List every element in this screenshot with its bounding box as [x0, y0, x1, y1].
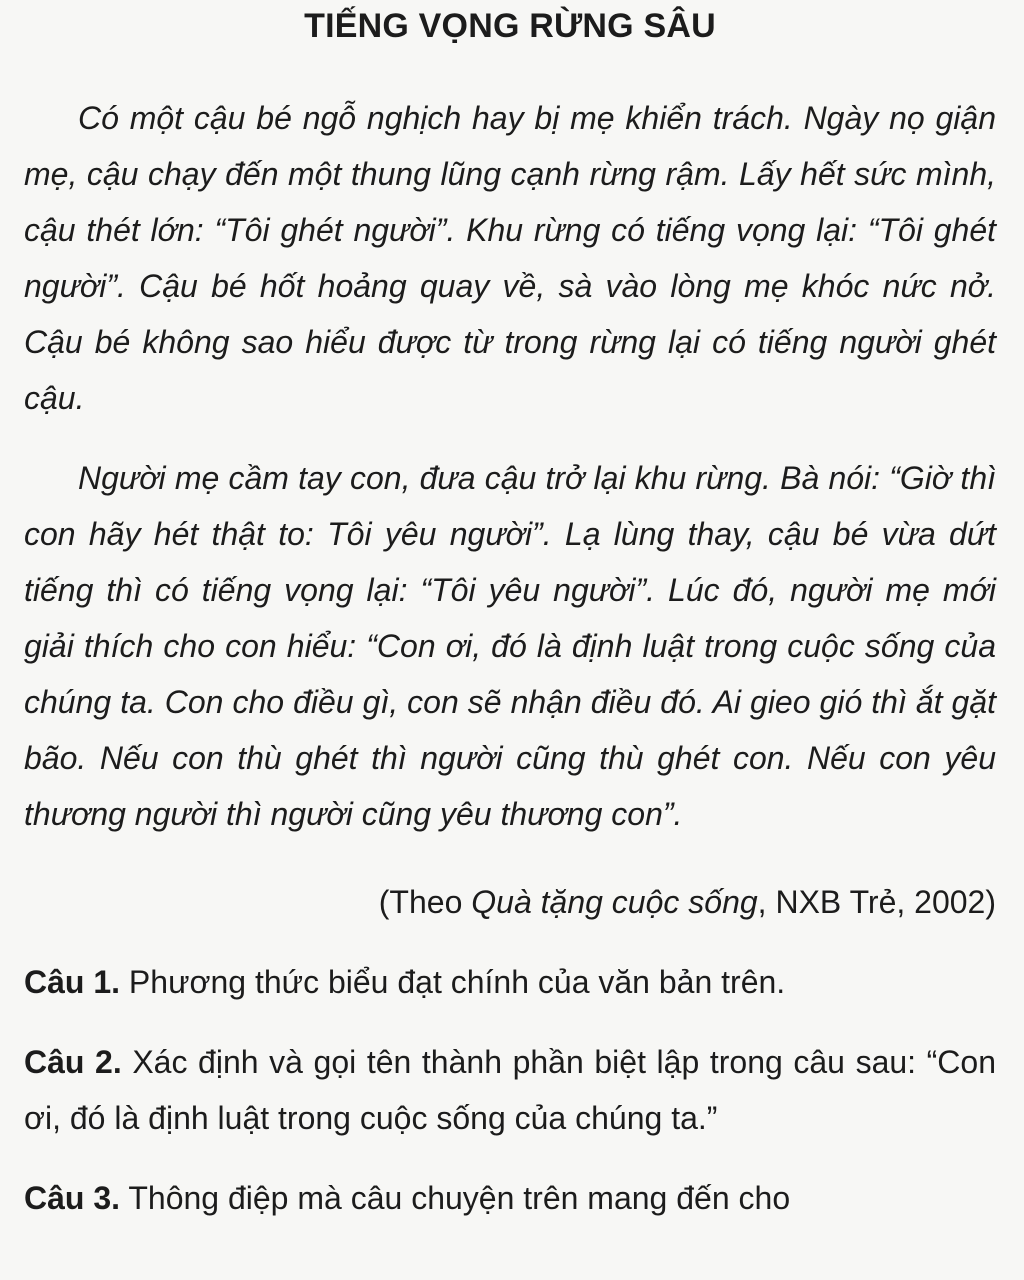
source-citation	[24, 874, 996, 930]
question-2	[24, 1034, 996, 1146]
question-2-text: Xác định và gọi tên thành phần biệt lập trong câu sau: “Con ơi, đó là định luật trong cuộc sống của chúng ta.”	[24, 1044, 997, 1136]
question-1-text: Phương thức biểu đạt chính của văn bản trên.	[120, 964, 786, 1000]
source-suffix: , NXB Trẻ, 2002)	[757, 884, 996, 920]
story-title: TIẾNG VỌNG RỪNG SÂU	[304, 7, 716, 45]
story-body	[24, 90, 996, 842]
question-1	[24, 954, 996, 1010]
story-paragraph-1: Có một cậu bé ngỗ nghịch hay bị mẹ khiển trách. Ngày nọ giận mẹ, cậu chạy đến một thung lũng cạnh rừng rậm. Lấy hết sức mình, cậu thét lớn: “Tôi ghét người”. Khu rừng có tiếng vọng lại: “Tôi ghét người”. Cậu bé hốt hoảng quay về, sà vào lòng mẹ khóc nức nở. Cậu bé không sao hiểu được từ trong rừng lại có tiếng người ghét cậu.	[24, 100, 996, 416]
story-paragraph-2: Người mẹ cầm tay con, đưa cậu trở lại khu rừng. Bà nói: “Giờ thì con hãy hét thật to: Tôi yêu người”. Lạ lùng thay, cậu bé vừa dứt tiếng thì có tiếng vọng lại: “Tôi yêu người”. Lúc đó, người mẹ mới giải thích cho con hiểu: “Con ơi, đó là định luật trong cuộc sống của chúng ta. Con cho điều gì, con sẽ nhận điều đó. Ai gieo gió thì ắt gặt bão. Nếu con thù ghét thì người cũng thù ghét con. Nếu con yêu thương người thì người cũng yêu thương con”.	[24, 460, 996, 832]
question-2-label: Câu 2.	[24, 1044, 122, 1080]
question-3-text: Thông điệp mà câu chuyện trên mang đến cho	[120, 1180, 791, 1216]
question-1-label: Câu 1.	[24, 964, 121, 1000]
source-prefix: (Theo	[378, 884, 472, 920]
question-3	[24, 1170, 996, 1226]
question-3-label: Câu 3.	[24, 1180, 121, 1216]
source-book-title: Quà tặng cuộc sống	[471, 884, 758, 920]
